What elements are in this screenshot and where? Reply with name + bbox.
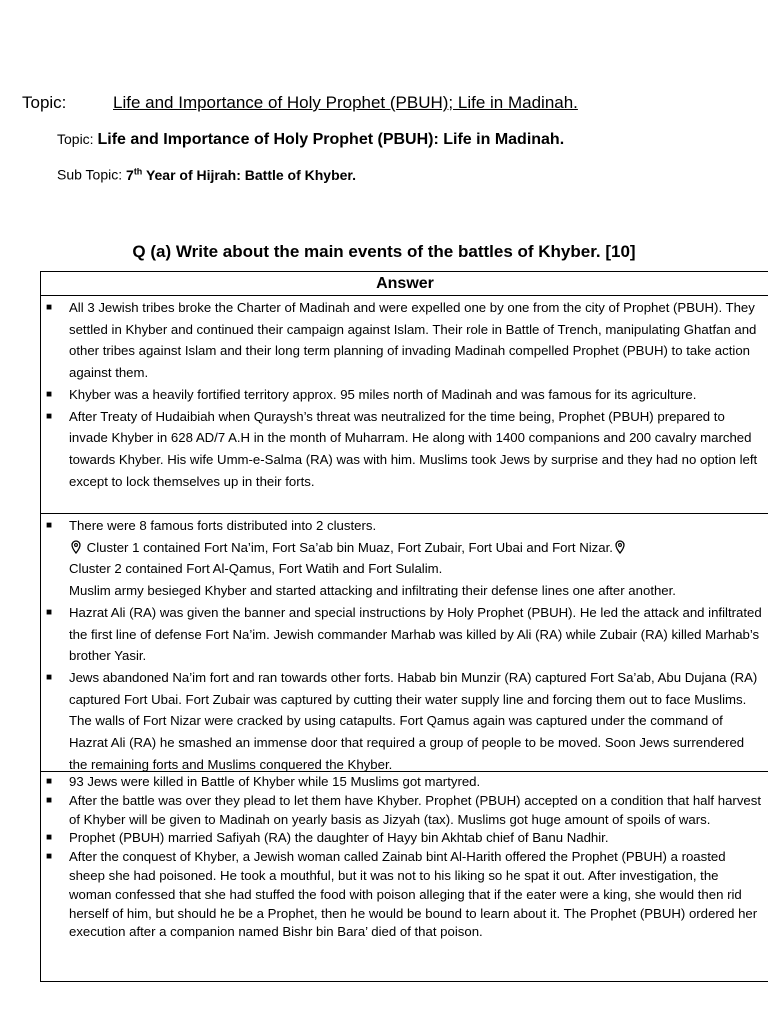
square-bullet-icon: ■ (46, 851, 53, 863)
subtopic-superscript: th (133, 166, 143, 176)
square-bullet-icon: ■ (46, 794, 53, 806)
square-bullet-icon: ■ (46, 671, 53, 683)
square-bullet-icon: ■ (46, 410, 53, 422)
square-bullet-icon: ■ (46, 832, 53, 844)
square-bullet-icon: ■ (46, 776, 53, 787)
square-bullet-icon: ■ (46, 388, 53, 400)
square-bullet-icon: ■ (46, 302, 53, 313)
list-item: ■ Jews abandoned Na’im fort and ran towards other forts. Habab bin Munzir (RA) captured Fort Sa’ab, Abu Dujana (RA) captured Fort Ubai. Fort Zubair was captured by cutting their water supply line and forcing them out to face Muslims. The walls of Fort Nizar were cracked by using catapults. Fort Qamus again was captured under the command of Hazrat Ali (RA) he smashed an immense door that required a group of people to be moved. Soon Jews surrendered the remaining forts and Muslims conquered the Khyber. (41, 667, 768, 776)
list-item: ■ All 3 Jewish tribes broke the Charter of Madinah and were expelled one by one from the city of Prophet (PBUH). They settled in Khyber and continued their campaign against Islam. Their role in Battle of Trench, manipulating Ghatfan and other tribes against Islam and their long term planning of invading Madinah compelled Prophet (PBUH) to take action against them. (41, 297, 768, 384)
list-item: ■ Prophet (PBUH) married Safiyah (RA) the daughter of Hayy bin Akhtab chief of Banu Nadhir. (41, 829, 768, 848)
subtopic-number: 7 (126, 166, 134, 183)
answer-header: Answer (41, 272, 768, 296)
topic-value: Life and Importance of Holy Prophet (PBUH); Life in Madinah. (113, 93, 578, 112)
question-heading: Q (a) Write about the main events of the battles of Khyber. [10] (132, 242, 636, 261)
topic2-value: Life and Importance of Holy Prophet (PBUH): Life in Madinah. (97, 131, 565, 148)
square-bullet-icon: ■ (46, 520, 53, 531)
cluster-1-line (41, 537, 768, 559)
list-item: ■ There were 8 famous forts distributed into 2 clusters. (41, 515, 768, 537)
cluster-2-line (41, 558, 768, 580)
subtopic-label: Sub Topic: (57, 166, 127, 183)
list-item: ■ Khyber was a heavily fortified territory approx. 95 miles north of Madinah and was famous for its agriculture. (41, 384, 768, 406)
topic-secondary (57, 131, 564, 149)
answer-table (40, 271, 768, 982)
sub-topic (57, 166, 356, 183)
list-item: ■ Hazrat Ali (RA) was given the banner and special instructions by Holy Prophet (PBUH). He led the attack and infiltrated the first line of defense Fort Na’im. Jewish commander Marhab was killed by Ali (RA) while Zubair (RA) killed Marhab’s brother Yasir. (41, 602, 768, 667)
answer-section-1 (41, 296, 768, 514)
map-pin-icon (613, 540, 627, 554)
list-item: ■ After the conquest of Khyber, a Jewish woman called Zainab bint Al-Harith offered the Prophet (PBUH) a roasted sheep she had poisoned. He took a mouthful, but it was not to his liking so he spat it out. After investigation, the woman confessed that she had stuffed the food with poison alleging that if the eater were a king, she would then rid herself of him, but should he be a Prophet, then he would be bound to learn about it. The Prophet (PBUH) ordered her execution after a companion named Bishr bin Bara’ died of that poison. (46, 849, 758, 940)
list-item: ■ After Treaty of Hudaibiah when Quraysh’s threat was neutralized for the time being, Prophet (PBUH) prepared to invade Khyber in 628 AD/7 A.H in the month of Muharram. He along with 1400 companions and 200 cavalry marched towards Khyber. His wife Umm-e-Salma (RA) was with him. Muslims took Jews by surprise and they had no option left except to lock themselves up in their forts. (41, 406, 768, 493)
topic-line (22, 93, 578, 113)
topic-label: Topic: (22, 93, 67, 112)
answer-section-3 (41, 772, 768, 981)
square-bullet-icon: ■ (46, 606, 53, 618)
cluster-1-text: Cluster 1 contained Fort Na’im, Fort Sa’ab bin Muaz, Fort Zubair, Fort Ubai and Fort Nizar. (86, 539, 613, 555)
cluster-2-text: Cluster 2 contained Fort Al-Qamus, Fort Watih and Fort Sulalim. (69, 561, 443, 577)
list-item: ■ 93 Jews were killed in Battle of Khyber while 15 Muslims got martyred. (41, 773, 768, 792)
list-item: ■ After the battle was over they plead to let them have Khyber. Prophet (PBUH) accepted on a condition that half harvest of Khyber will be given to Madinah on yearly basis as Jizyah (tax). Muslims got huge amount of spoils of wars. (46, 792, 762, 827)
topic2-label: Topic: (57, 131, 98, 147)
siege-text: Muslim army besieged Khyber and started attacking and infiltrating their defense lines one after another. (69, 583, 676, 599)
subtopic-value: Year of Hijrah: Battle of Khyber. (142, 166, 356, 183)
map-pin-icon (69, 540, 83, 554)
answer-section-2 (41, 514, 768, 772)
